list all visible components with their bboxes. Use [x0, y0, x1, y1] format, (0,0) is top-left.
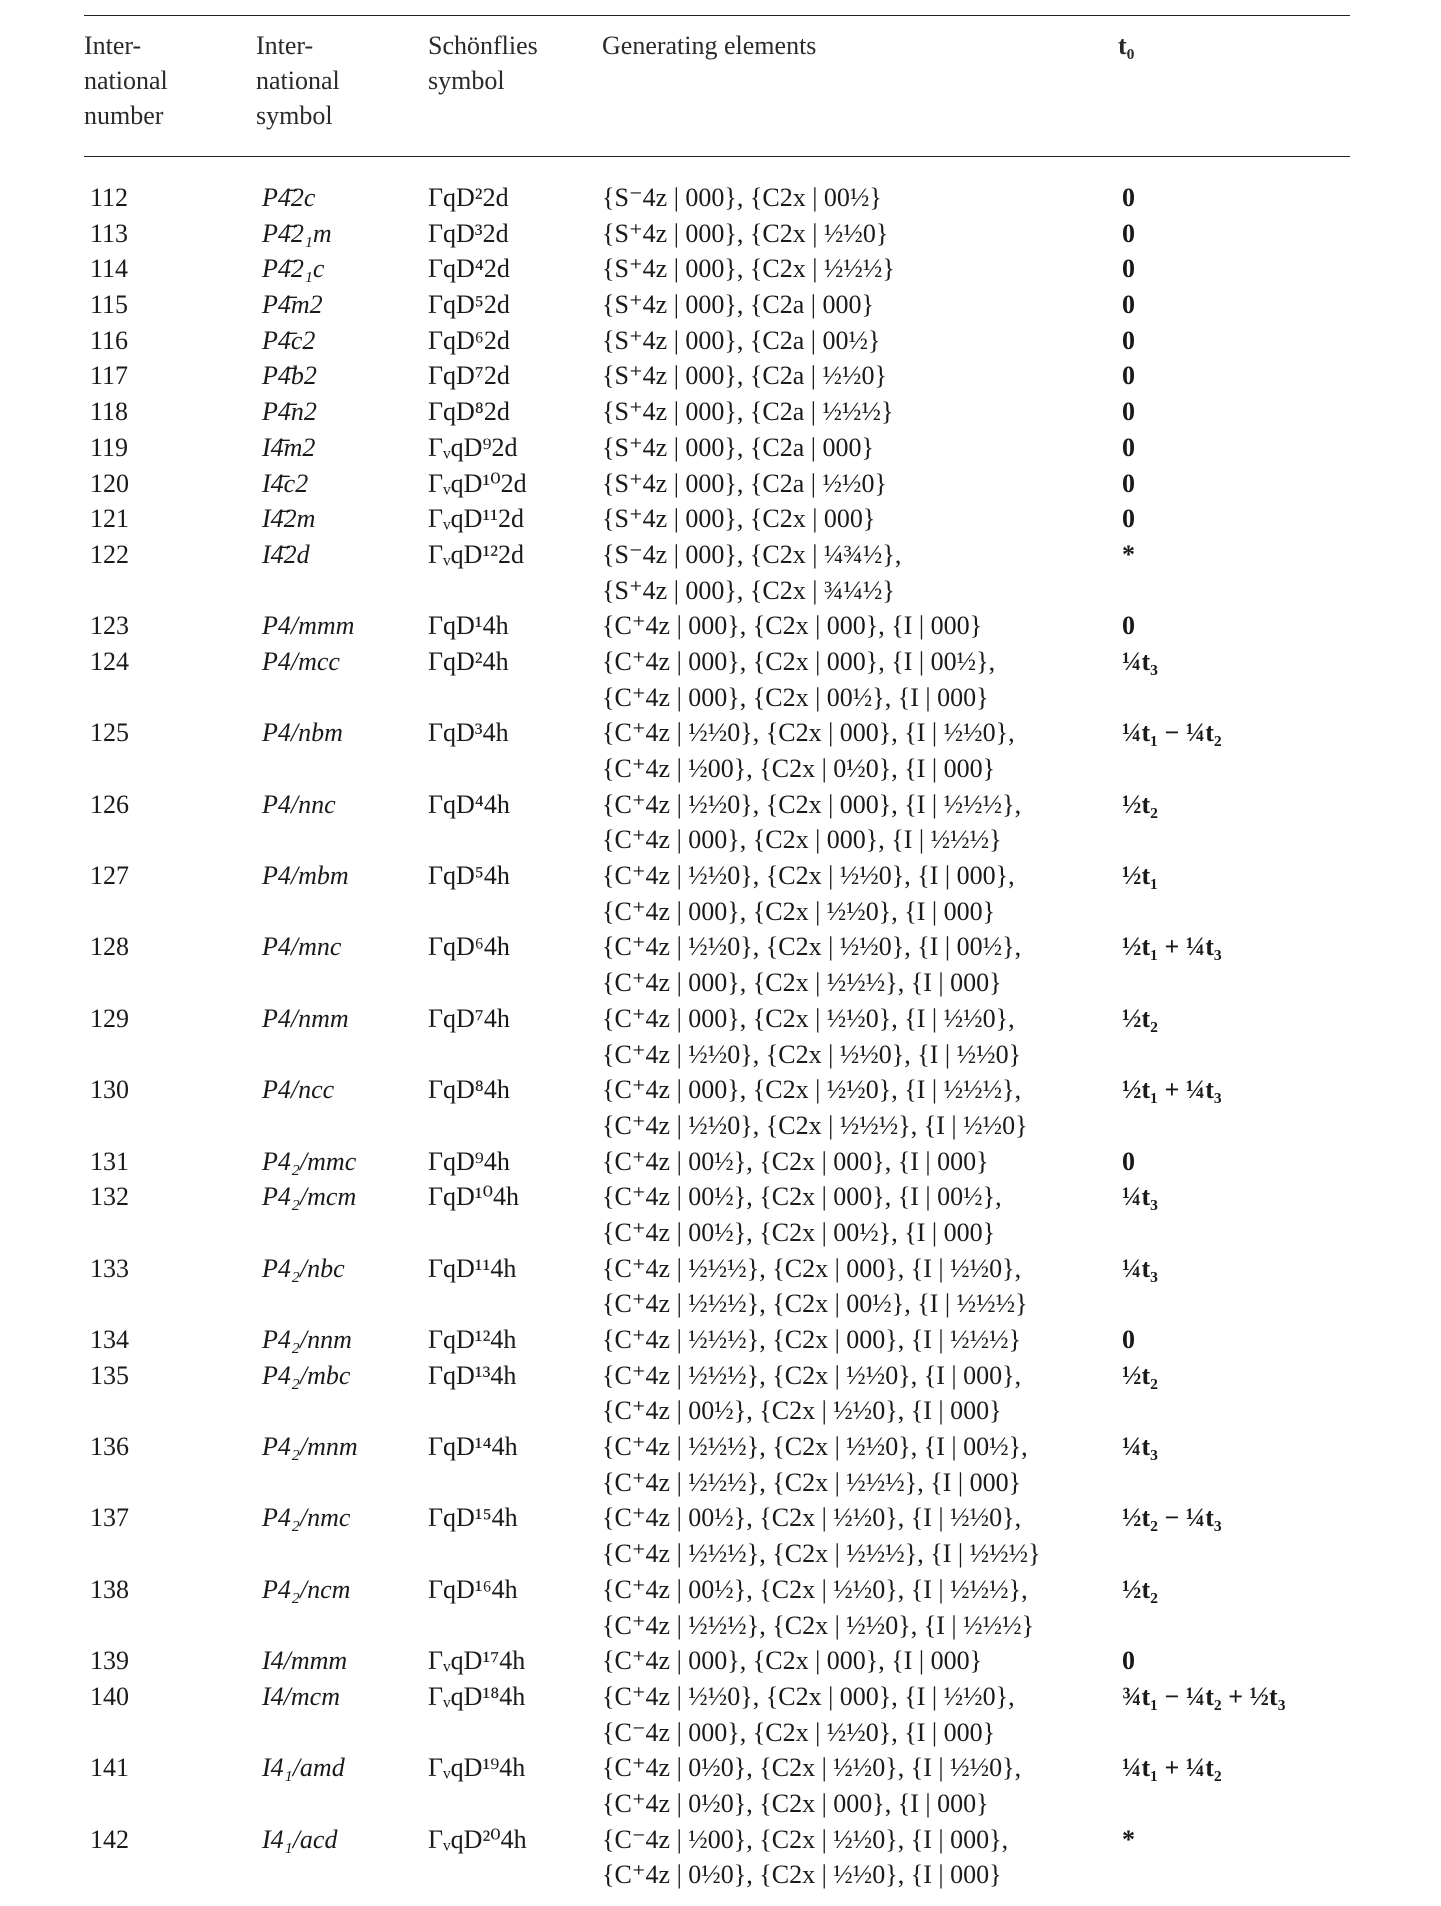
cell-schoenflies-symbol: ΓqD³2d	[428, 218, 509, 248]
cell-schoenflies-symbol: ΓᵥqD¹⁰2d	[428, 468, 527, 498]
table-row	[0, 466, 1441, 502]
cell-generating-elements: {C⁺4z | 000}, {C2x | 000}, {I | 000}	[602, 611, 983, 641]
cell-international-number: 125	[90, 718, 129, 748]
table-row	[0, 1144, 1441, 1180]
cell-international-symbol: P4/nnc	[262, 789, 336, 819]
table-row-continuation	[0, 1608, 1441, 1644]
cell-generating-elements: {C⁺4z | ½½½}, {C2x | ½½½}, {I | 000}	[602, 1467, 1022, 1497]
cell-international-symbol: P4̄n2	[262, 397, 317, 427]
table-row	[0, 1001, 1441, 1037]
cell-international-symbol: P4/nmm	[262, 1003, 349, 1033]
cell-t0: 0	[1122, 183, 1135, 212]
cell-international-number: 120	[90, 468, 129, 498]
cell-international-symbol: I4/mcm	[262, 1681, 340, 1711]
cell-international-number: 134	[90, 1325, 129, 1354]
cell-international-symbol: P4₂/nnm	[262, 1325, 352, 1354]
table-row	[0, 1179, 1441, 1215]
cell-schoenflies-symbol: ΓqD¹4h	[428, 611, 509, 641]
table-row-continuation	[0, 1037, 1441, 1073]
cell-generating-elements: {C⁺4z | 0½0}, {C2x | 000}, {I | 000}	[602, 1788, 989, 1818]
cell-international-symbol: P4/mcc	[262, 646, 340, 676]
cell-t0: ¼t₃	[1122, 1432, 1158, 1462]
table-row-continuation	[0, 965, 1441, 1001]
cell-international-symbol: P4₂/mbc	[262, 1360, 351, 1390]
cell-international-number: 119	[90, 432, 129, 462]
table-row	[0, 1429, 1441, 1465]
cell-schoenflies-symbol: ΓqD⁵2d	[428, 290, 510, 320]
cell-international-symbol: P4̄c2	[262, 325, 316, 355]
table-row-continuation	[0, 1536, 1441, 1572]
table-row	[0, 1822, 1441, 1858]
cell-international-number: 135	[90, 1360, 129, 1390]
cell-t0: 0	[1122, 361, 1135, 391]
cell-schoenflies-symbol: ΓqD²4h	[428, 646, 509, 676]
cell-generating-elements: {S⁺4z | 000}, {C2x | 000}	[602, 504, 876, 534]
header-generating-elements: Generating elements	[602, 31, 817, 60]
cell-t0: 0	[1122, 218, 1135, 248]
cell-schoenflies-symbol: ΓᵥqD¹⁷4h	[428, 1646, 526, 1676]
cell-t0: ¼t₃	[1122, 1253, 1158, 1283]
cell-t0: ½t₁ + ¼t₃	[1122, 1075, 1222, 1105]
cell-international-symbol: I4̄2d	[262, 539, 310, 569]
cell-international-symbol: P4/ncc	[262, 1075, 335, 1105]
cell-international-symbol: P4₂/mmc	[262, 1146, 357, 1176]
cell-t0: ½t₂ − ¼t₃	[1122, 1503, 1222, 1533]
cell-generating-elements: {S⁺4z | 000}, {C2a | ½½½}	[602, 397, 894, 427]
cell-generating-elements: {C⁺4z | ½½½}, {C2x | 000}, {I | ½½½}	[602, 1325, 1022, 1354]
table-row	[0, 715, 1441, 751]
cell-generating-elements: {C⁺4z | ½½½}, {C2x | 00½}, {I | ½½½}	[602, 1289, 1028, 1319]
cell-international-symbol: P4/nbm	[262, 718, 343, 748]
top-rule	[84, 15, 1350, 16]
cell-t0: ½t₂	[1122, 1360, 1158, 1390]
cell-international-number: 126	[90, 789, 129, 819]
cell-t0: ½t₁	[1122, 861, 1158, 891]
cell-generating-elements: {C⁺4z | ½½0}, {C2x | ½½0}, {I | 00½},	[602, 932, 1022, 962]
cell-t0: 0	[1122, 254, 1135, 284]
cell-international-number: 130	[90, 1075, 129, 1105]
table-row-continuation	[0, 894, 1441, 930]
table-row	[0, 608, 1441, 644]
cell-international-symbol: P4₂/nbc	[262, 1253, 345, 1283]
table-row-continuation	[0, 680, 1441, 716]
cell-international-number: 123	[90, 611, 129, 641]
cell-international-symbol: P4₂/mnm	[262, 1432, 358, 1462]
table-row-continuation	[0, 1108, 1441, 1144]
cell-generating-elements: {C⁺4z | ½½½}, {C2x | ½½0}, {I | 00½},	[602, 1432, 1028, 1462]
cell-international-symbol: P4/mmm	[262, 611, 355, 641]
cell-international-symbol: P4/mbm	[262, 861, 349, 891]
cell-schoenflies-symbol: ΓqD¹²4h	[428, 1325, 517, 1354]
cell-t0: 0	[1122, 1646, 1135, 1676]
cell-international-number: 115	[90, 290, 129, 320]
cell-schoenflies-symbol: ΓqD⁸2d	[428, 397, 510, 427]
cell-generating-elements: {C⁺4z | 0½0}, {C2x | ½½0}, {I | 000}	[602, 1860, 1002, 1890]
cell-generating-elements: {S⁺4z | 000}, {C2a | ½½0}	[602, 361, 887, 391]
cell-t0: *	[1122, 539, 1135, 569]
cell-generating-elements: {C⁻4z | 000}, {C2x | ½½0}, {I | 000}	[602, 1717, 996, 1747]
cell-generating-elements: {C⁺4z | 00½}, {C2x | ½½0}, {I | ½½0},	[602, 1503, 1022, 1533]
cell-generating-elements: {C⁺4z | 000}, {C2x | ½½½}, {I | 000}	[602, 968, 1002, 998]
cell-schoenflies-symbol: ΓqD⁵4h	[428, 861, 510, 891]
table-row	[0, 858, 1441, 894]
cell-t0: 0	[1122, 1146, 1135, 1176]
cell-t0: ½t₂	[1122, 1003, 1158, 1033]
cell-t0: ½t₂	[1122, 789, 1158, 819]
cell-generating-elements: {S⁻4z | 000}, {C2x | 00½}	[602, 183, 882, 212]
table-row-continuation	[0, 751, 1441, 787]
cell-generating-elements: {C⁺4z | 00½}, {C2x | 000}, {I | 00½},	[602, 1182, 1002, 1212]
cell-international-symbol: I4̄c2	[262, 468, 309, 498]
cell-international-number: 138	[90, 1574, 129, 1604]
table-row-continuation	[0, 822, 1441, 858]
cell-generating-elements: {C⁺4z | ½½0}, {C2x | ½½½}, {I | ½½0}	[602, 1110, 1028, 1140]
cell-t0: 0	[1122, 325, 1135, 355]
cell-generating-elements: {C⁺4z | ½½0}, {C2x | ½½0}, {I | 000},	[602, 861, 1015, 891]
cell-international-number: 136	[90, 1432, 129, 1462]
cell-generating-elements: {S⁺4z | 000}, {C2a | 00½}	[602, 325, 881, 355]
cell-international-symbol: P4/mnc	[262, 932, 342, 962]
table-row	[0, 394, 1441, 430]
cell-schoenflies-symbol: ΓᵥqD¹¹2d	[428, 504, 525, 534]
cell-international-symbol: P4₂/mcm	[262, 1182, 357, 1212]
cell-schoenflies-symbol: ΓᵥqD⁹2d	[428, 432, 518, 462]
table-row-continuation	[0, 573, 1441, 609]
cell-t0: ¼t₁ − ¼t₂	[1122, 718, 1222, 748]
cell-schoenflies-symbol: ΓqD²2d	[428, 183, 509, 212]
cell-generating-elements: {C⁺4z | ½½½}, {C2x | 000}, {I | ½½0},	[602, 1253, 1022, 1283]
cell-generating-elements: {C⁺4z | ½½½}, {C2x | ½½0}, {I | ½½½}	[602, 1610, 1035, 1640]
header-t0: t₀	[1118, 31, 1135, 60]
cell-international-symbol: I4₁/amd	[262, 1753, 345, 1783]
header-international-symbol: Inter- national symbol	[256, 31, 340, 130]
cell-generating-elements: {C⁺4z | ½½0}, {C2x | 000}, {I | ½½0},	[602, 718, 1015, 748]
cell-schoenflies-symbol: ΓᵥqD¹⁸4h	[428, 1681, 526, 1711]
cell-international-number: 129	[90, 1003, 129, 1033]
cell-generating-elements: {S⁺4z | 000}, {C2a | 000}	[602, 290, 874, 320]
cell-international-symbol: P4̄2₁m	[262, 218, 332, 248]
cell-international-number: 113	[90, 218, 129, 248]
cell-generating-elements: {C⁺4z | ½½½}, {C2x | ½½0}, {I | 000},	[602, 1360, 1022, 1390]
cell-generating-elements: {C⁺4z | ½½½}, {C2x | ½½½}, {I | ½½½}	[602, 1539, 1041, 1569]
table-row	[0, 216, 1441, 252]
cell-international-number: 122	[90, 539, 129, 569]
table-row	[0, 1500, 1441, 1536]
cell-generating-elements: {C⁺4z | 000}, {C2x | ½½0}, {I | 000}	[602, 896, 996, 926]
cell-schoenflies-symbol: ΓᵥqD¹⁹4h	[428, 1753, 526, 1783]
cell-t0: 0	[1122, 1325, 1135, 1354]
table-row	[0, 1679, 1441, 1715]
table-row	[0, 1072, 1441, 1108]
table-row	[0, 251, 1441, 287]
table-row	[0, 537, 1441, 573]
cell-international-number: 133	[90, 1253, 129, 1283]
cell-schoenflies-symbol: ΓqD¹⁶4h	[428, 1574, 518, 1604]
cell-generating-elements: {C⁺4z | 000}, {C2x | ½½0}, {I | ½½0},	[602, 1003, 1015, 1033]
cell-schoenflies-symbol: ΓqD⁶4h	[428, 932, 510, 962]
cell-generating-elements: {S⁻4z | 000}, {C2x | ¼¾½},	[602, 539, 902, 569]
cell-international-number: 142	[90, 1824, 129, 1854]
cell-t0: 0	[1122, 397, 1135, 427]
cell-generating-elements: {S⁺4z | 000}, {C2a | 000}	[602, 432, 874, 462]
table-row	[0, 287, 1441, 323]
cell-international-number: 117	[90, 361, 129, 391]
cell-international-number: 118	[90, 397, 129, 427]
cell-generating-elements: {C⁺4z | ½½0}, {C2x | 000}, {I | ½½½},	[602, 789, 1022, 819]
cell-international-symbol: P4₂/ncm	[262, 1574, 351, 1604]
header-rule	[84, 156, 1350, 157]
table-row	[0, 501, 1441, 537]
table-row	[0, 1750, 1441, 1786]
cell-generating-elements: {S⁺4z | 000}, {C2x | ½½½}	[602, 254, 895, 284]
table-row	[0, 358, 1441, 394]
table-row-continuation	[0, 1715, 1441, 1751]
table-row-continuation	[0, 1786, 1441, 1822]
table-row	[0, 180, 1441, 216]
cell-generating-elements: {C⁺4z | 000}, {C2x | 00½}, {I | 000}	[602, 682, 989, 712]
table-row-continuation	[0, 1215, 1441, 1251]
cell-generating-elements: {C⁺4z | 000}, {C2x | 000}, {I | 000}	[602, 1646, 983, 1676]
cell-international-number: 121	[90, 504, 129, 534]
cell-international-number: 137	[90, 1503, 129, 1533]
table-row	[0, 929, 1441, 965]
cell-international-number: 131	[90, 1146, 129, 1176]
cell-international-symbol: I4̄2m	[262, 504, 316, 534]
table-row	[0, 323, 1441, 359]
table-row-continuation	[0, 1393, 1441, 1429]
cell-generating-elements: {S⁺4z | 000}, {C2a | ½½0}	[602, 468, 887, 498]
table-body	[0, 180, 1441, 1893]
cell-t0: 0	[1122, 432, 1135, 462]
cell-generating-elements: {S⁺4z | 000}, {C2x | ¾¼½}	[602, 575, 895, 605]
cell-schoenflies-symbol: ΓqD¹¹4h	[428, 1253, 517, 1283]
cell-international-symbol: P4̄2c	[262, 183, 316, 212]
cell-international-number: 127	[90, 861, 129, 891]
table-row	[0, 1643, 1441, 1679]
cell-international-number: 112	[90, 183, 129, 212]
cell-t0: ½t₂	[1122, 1574, 1158, 1604]
header-schoenflies-symbol: Schönflies symbol	[428, 31, 538, 95]
cell-generating-elements: {C⁻4z | ½00}, {C2x | ½½0}, {I | 000},	[602, 1824, 1009, 1854]
cell-t0: 0	[1122, 611, 1135, 641]
cell-international-number: 139	[90, 1646, 129, 1676]
cell-generating-elements: {C⁺4z | 00½}, {C2x | 00½}, {I | 000}	[602, 1217, 996, 1247]
cell-t0: ¼t₃	[1122, 1182, 1158, 1212]
cell-t0: *	[1122, 1824, 1135, 1854]
cell-schoenflies-symbol: ΓqD⁴2d	[428, 254, 510, 284]
cell-generating-elements: {C⁺4z | 000}, {C2x | ½½0}, {I | ½½½},	[602, 1075, 1022, 1105]
cell-international-number: 128	[90, 932, 129, 962]
table-row	[0, 1358, 1441, 1394]
cell-generating-elements: {S⁺4z | 000}, {C2x | ½½0}	[602, 218, 889, 248]
table-row	[0, 1322, 1441, 1358]
cell-schoenflies-symbol: ΓqD¹⁵4h	[428, 1503, 518, 1533]
table-row	[0, 644, 1441, 680]
cell-generating-elements: {C⁺4z | 000}, {C2x | 000}, {I | 00½},	[602, 646, 996, 676]
table-row	[0, 1251, 1441, 1287]
cell-schoenflies-symbol: ΓqD⁹4h	[428, 1146, 510, 1176]
cell-generating-elements: {C⁺4z | ½½0}, {C2x | ½½0}, {I | ½½0}	[602, 1039, 1022, 1069]
cell-international-symbol: P4̄m2	[262, 290, 323, 320]
header-international-number: Inter- national number	[84, 31, 168, 130]
cell-international-number: 116	[90, 325, 129, 355]
cell-generating-elements: {C⁺4z | 00½}, {C2x | ½½0}, {I | 000}	[602, 1396, 1002, 1426]
cell-international-symbol: P4̄2₁c	[262, 254, 325, 284]
cell-generating-elements: {C⁺4z | 0½0}, {C2x | ½½0}, {I | ½½0},	[602, 1753, 1022, 1783]
cell-schoenflies-symbol: ΓqD⁶2d	[428, 325, 510, 355]
cell-schoenflies-symbol: ΓqD⁸4h	[428, 1075, 510, 1105]
cell-international-symbol: I4̄m2	[262, 432, 316, 462]
cell-schoenflies-symbol: ΓqD⁷2d	[428, 361, 510, 391]
cell-international-symbol: P4₂/nmc	[262, 1503, 351, 1533]
cell-schoenflies-symbol: ΓqD¹⁴4h	[428, 1432, 518, 1462]
cell-generating-elements: {C⁺4z | 00½}, {C2x | ½½0}, {I | ½½½},	[602, 1574, 1028, 1604]
cell-schoenflies-symbol: ΓqD¹⁰4h	[428, 1182, 520, 1212]
cell-international-number: 114	[90, 254, 129, 284]
table-row	[0, 1572, 1441, 1608]
cell-schoenflies-symbol: ΓqD³4h	[428, 718, 509, 748]
cell-t0: 0	[1122, 504, 1135, 534]
cell-t0: ½t₁ + ¼t₃	[1122, 932, 1222, 962]
cell-t0: 0	[1122, 468, 1135, 498]
cell-schoenflies-symbol: ΓᵥqD¹²2d	[428, 539, 525, 569]
cell-international-symbol: I4/mmm	[262, 1646, 348, 1676]
cell-international-number: 124	[90, 646, 129, 676]
cell-schoenflies-symbol: ΓᵥqD²⁰4h	[428, 1824, 527, 1854]
cell-schoenflies-symbol: ΓqD¹³4h	[428, 1360, 517, 1390]
cell-t0: ¼t₃	[1122, 646, 1158, 676]
table-row-continuation	[0, 1286, 1441, 1322]
cell-generating-elements: {C⁺4z | 000}, {C2x | 000}, {I | ½½½}	[602, 825, 1002, 855]
table-row	[0, 787, 1441, 823]
table-row-continuation	[0, 1857, 1441, 1893]
cell-schoenflies-symbol: ΓqD⁴4h	[428, 789, 510, 819]
cell-international-number: 140	[90, 1681, 129, 1711]
cell-international-number: 132	[90, 1182, 129, 1212]
cell-t0: ¾t₁ − ¼t₂ + ½t₃	[1122, 1681, 1286, 1711]
cell-generating-elements: {C⁺4z | 00½}, {C2x | 000}, {I | 000}	[602, 1146, 989, 1176]
cell-international-symbol: I4₁/acd	[262, 1824, 338, 1854]
cell-international-number: 141	[90, 1753, 129, 1783]
table-row-continuation	[0, 1465, 1441, 1501]
cell-schoenflies-symbol: ΓqD⁷4h	[428, 1003, 510, 1033]
table-row	[0, 430, 1441, 466]
cell-international-symbol: P4̄b2	[262, 361, 317, 391]
cell-generating-elements: {C⁺4z | ½00}, {C2x | 0½0}, {I | 000}	[602, 754, 996, 783]
cell-t0: ¼t₁ + ¼t₂	[1122, 1753, 1222, 1783]
cell-t0: 0	[1122, 290, 1135, 320]
cell-generating-elements: {C⁺4z | ½½0}, {C2x | 000}, {I | ½½0},	[602, 1681, 1015, 1711]
